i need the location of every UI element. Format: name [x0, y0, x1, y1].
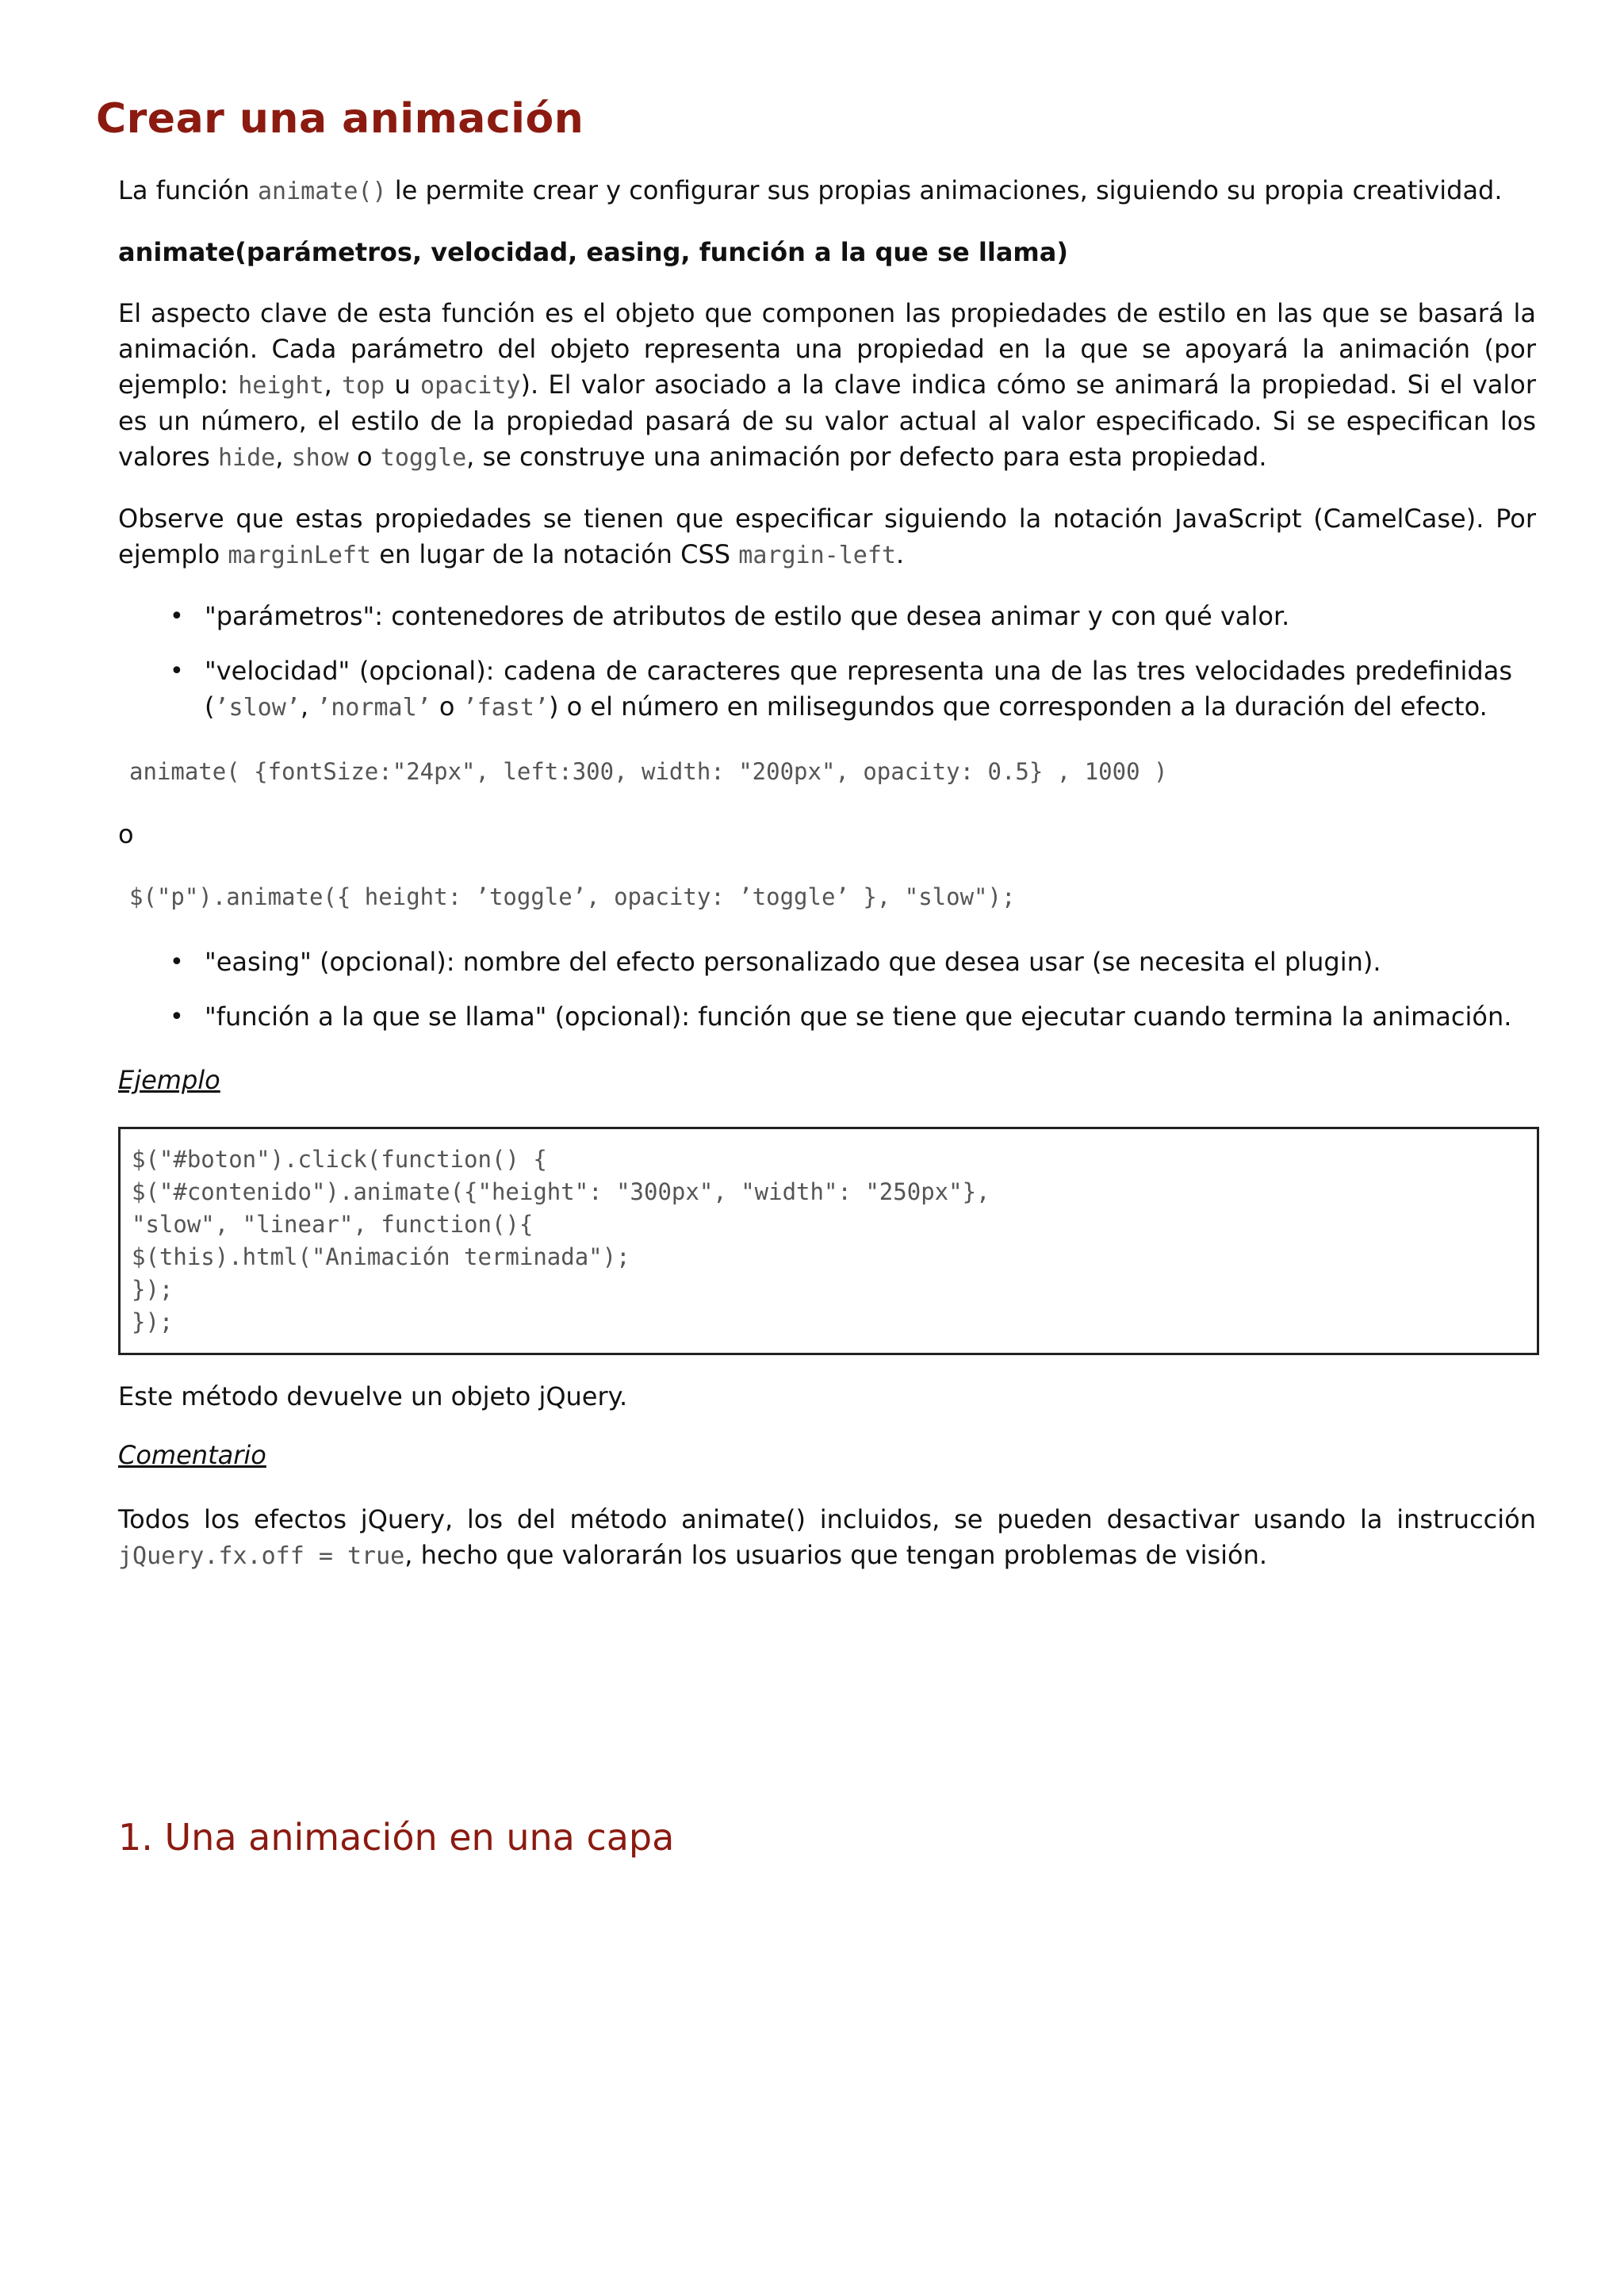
- code-example-1: animate( {fontSize:"24px", left:300, width: "200px", opacity: 0.5} , 1000 ): [129, 758, 1168, 785]
- text: ). El valor asociado a la clave indica cómo se animará la propiedad. Si el valor es un número, el estilo de la propiedad pasará de su valor actual al valor especificado. Si se especifican los valores: [118, 370, 1537, 472]
- text: o: [431, 691, 463, 722]
- text: .: [895, 539, 905, 569]
- example-label: Ejemplo: [118, 1065, 220, 1095]
- inline-code-fx-off: jQuery.fx.off = true: [118, 1542, 405, 1570]
- inline-code-animate: animate(): [257, 178, 387, 205]
- example-code-box: [118, 1127, 1539, 1355]
- text: o: [348, 442, 381, 472]
- inline-code-height: height: [238, 372, 324, 400]
- text: , hecho que valorarán los usuarios que tengan problemas de visión.: [404, 1540, 1268, 1570]
- text: "easing" (opcional): nombre del efecto personalizado que desea usar (se necesita el plugin).: [205, 947, 1381, 977]
- inline-code-marginleft: marginLeft: [228, 542, 372, 569]
- inline-code-opacity: opacity: [420, 372, 521, 400]
- text: ,: [300, 691, 317, 722]
- section-heading: 1. Una animación en una capa: [118, 1816, 675, 1859]
- code-line: });: [132, 1308, 174, 1335]
- inline-code-normal: ’normal’: [316, 694, 431, 722]
- comment-paragraph: [118, 1502, 1536, 1574]
- code-line: $(this).html("Animación terminada");: [132, 1243, 630, 1270]
- text: ) o el número en milisegundos que corresponden a la duración del efecto.: [549, 691, 1488, 722]
- bullet-icon: •: [170, 657, 184, 685]
- comment-label: Comentario: [118, 1440, 266, 1470]
- inline-code-slow: ’slow’: [214, 694, 301, 722]
- text: El aspecto clave de esta función es el objeto que componen las propiedades de estilo en las que se basará la animación. Cada parámetro del objeto representa una propiedad en la que se apoyará la animación (por ejemplo:: [118, 298, 1536, 400]
- parameters-list-2: [118, 944, 1536, 1035]
- text: "parámetros": contenedores de atributos de estilo que desea animar y con qué valor.: [205, 601, 1290, 631]
- list-item: [170, 944, 1536, 980]
- code-line: $("#boton").click(function() {: [132, 1146, 547, 1173]
- text: en lugar de la notación CSS: [371, 539, 739, 569]
- or-separator: o: [118, 819, 134, 849]
- function-signature: animate(parámetros, velocidad, easing, función a la que se llama): [118, 237, 1068, 267]
- text: ,: [275, 442, 292, 472]
- text: ,: [324, 370, 343, 400]
- inline-code-hide: hide: [218, 444, 276, 472]
- code-line: });: [132, 1276, 174, 1303]
- page-title: Crear una animación: [96, 95, 584, 143]
- text: , se construye una animación por defecto para esta propiedad.: [466, 442, 1267, 472]
- text: "función a la que se llama" (opcional): función que se tiene que ejecutar cuando termina la animación.: [205, 1001, 1512, 1032]
- inline-code-top: top: [342, 372, 385, 400]
- list-item: [170, 999, 1536, 1035]
- code-example-2: $("p").animate({ height: ’toggle’, opacity: ’toggle’ }, "slow");: [129, 883, 1016, 910]
- inline-code-margin-left: margin-left: [738, 542, 896, 569]
- intro-text: La función: [118, 175, 258, 205]
- inline-code-toggle: toggle: [380, 444, 467, 472]
- properties-paragraph: [118, 296, 1536, 476]
- bullet-icon: •: [170, 948, 184, 976]
- text: Observe que estas propiedades se tienen que especificar siguiendo la notación JavaScript (CamelCase). Por ejemplo: [118, 504, 1536, 569]
- inline-code-fast: ’fast’: [462, 694, 549, 722]
- list-item: [170, 599, 1536, 634]
- main-content: [118, 173, 1536, 1599]
- code-line: "slow", "linear", function(){: [132, 1211, 534, 1238]
- returns-paragraph: Este método devuelve un objeto jQuery.: [118, 1381, 628, 1411]
- text: "velocidad" (opcional): cadena de caracteres que representa una de las tres velocidades predefinidas (: [205, 656, 1512, 722]
- intro-text-end: le permite crear y configurar sus propias animaciones, siguiendo su propia creatividad.: [386, 175, 1503, 205]
- text: Todos los efectos jQuery, los del método animate() incluidos, se pueden desactivar usando la instrucción: [118, 1504, 1536, 1534]
- code-line: $("#contenido").animate({"height": "300px", "width": "250px"},: [132, 1178, 990, 1205]
- bullet-icon: •: [170, 1003, 184, 1031]
- parameters-list: [118, 599, 1536, 726]
- text: u: [385, 370, 421, 400]
- bullet-icon: •: [170, 603, 184, 630]
- list-item: [170, 653, 1536, 726]
- intro-paragraph: [118, 173, 1536, 209]
- inline-code-show: show: [291, 444, 349, 472]
- camelcase-paragraph: [118, 501, 1536, 573]
